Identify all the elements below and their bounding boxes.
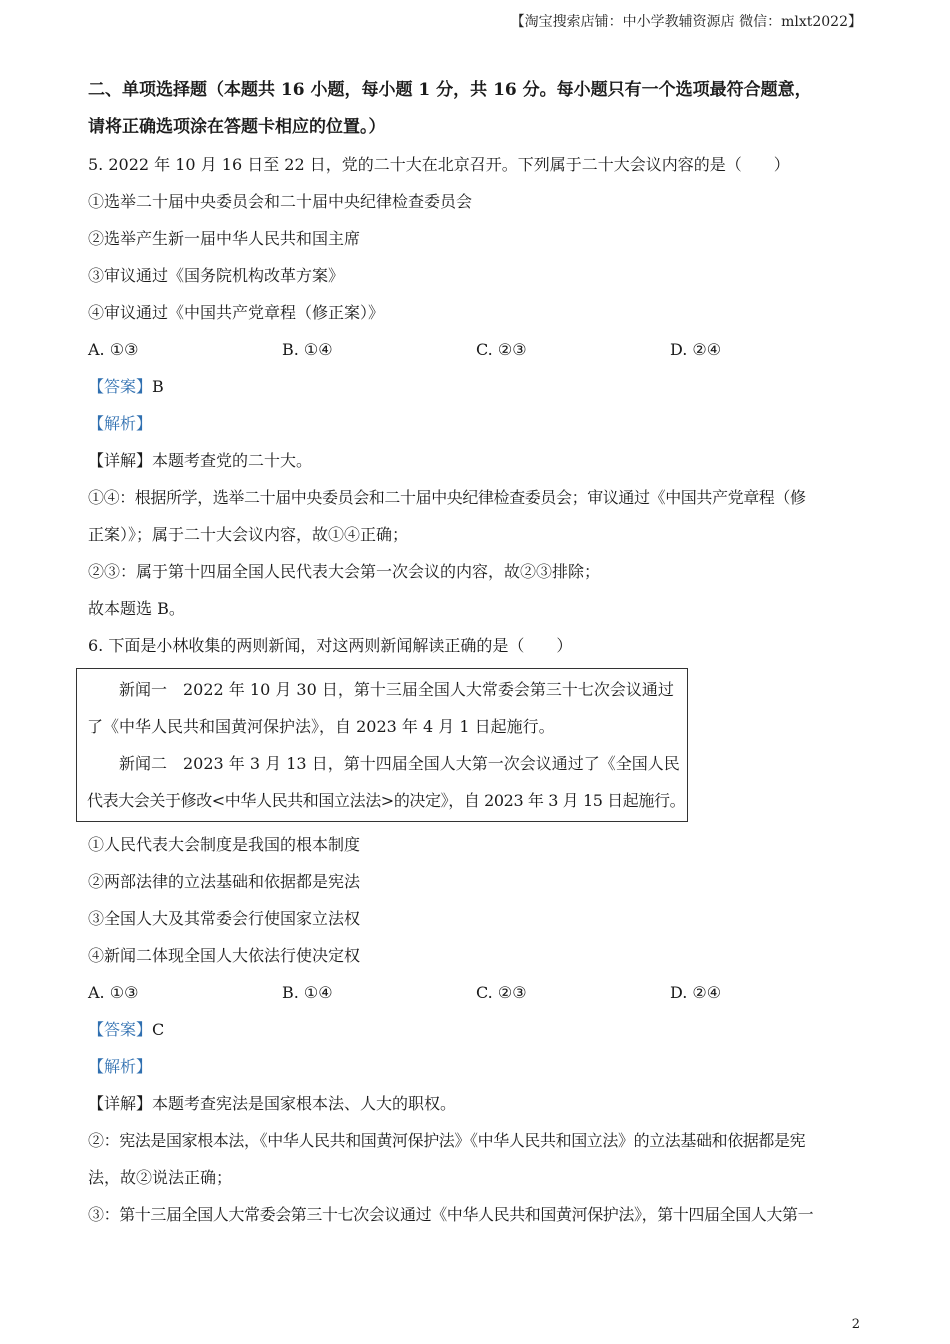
q6-answer bbox=[88, 1011, 868, 1048]
q5-answer-tag: 【答案】 bbox=[88, 377, 153, 396]
q5-answer bbox=[88, 368, 868, 405]
q6-detail-tag: 【详解】 bbox=[88, 1094, 153, 1113]
q5-detail-text: 本题考查党的二十大。 bbox=[152, 451, 313, 470]
q6-answer-value: C bbox=[152, 1020, 165, 1039]
q5-detail-tag: 【详解】 bbox=[88, 451, 153, 470]
content bbox=[88, 72, 868, 1233]
q5-explanation-2: ②③：属于第十四届全国人民代表大会第一次会议的内容，故②③排除； bbox=[88, 562, 601, 581]
news-box-line-1: 新闻一 2022 年 10 月 30 日，第十三届全国人大常委会第三十七次会议通过 bbox=[119, 680, 674, 699]
q5-option-c: C. ②③ bbox=[476, 340, 527, 359]
q6-news-box bbox=[76, 668, 688, 822]
section-title-line2: 请将正确选项涂在答题卡相应的位置。） bbox=[88, 117, 386, 137]
q5-statement-4: ④审议通过《中国共产党章程（修正案）》 bbox=[88, 303, 385, 322]
q6-explanation-2a: ③：第十三届全国人大常委会第三十七次会议通过《中华人民共和国黄河保护法》，第十四届全国人大第一 bbox=[88, 1205, 814, 1224]
q6-analysis-tag: 【解析】 bbox=[88, 1057, 153, 1076]
q6-options bbox=[88, 974, 868, 1011]
q6-stem: 6. 下面是小林收集的两则新闻，对这两则新闻解读正确的是（ ） bbox=[88, 636, 573, 655]
q5-explanation-1a: ①④：根据所学，选举二十届中央委员会和二十届中央纪律检查委员会；审议通过《中国共产党章程（修 bbox=[88, 488, 806, 507]
q6-statement-1: ①人民代表大会制度是我国的根本制度 bbox=[88, 835, 361, 854]
q5-analysis-tag: 【解析】 bbox=[88, 414, 153, 433]
q5-option-a: A. ①③ bbox=[88, 340, 139, 359]
q6-option-b: B. ①④ bbox=[282, 983, 333, 1002]
q6-statement-3: ③全国人大及其常委会行使国家立法权 bbox=[88, 909, 361, 928]
q6-option-d: D. ②④ bbox=[670, 983, 722, 1002]
q5-options bbox=[88, 331, 868, 368]
q6-statement-4: ④新闻二体现全国人大依法行使决定权 bbox=[88, 946, 361, 965]
q5-option-b: B. ①④ bbox=[282, 340, 333, 359]
page-number: 2 bbox=[851, 1317, 860, 1332]
q5-statement-3: ③审议通过《国务院机构改革方案》 bbox=[88, 266, 345, 285]
news-box-line-4: 代表大会关于修改<中华人民共和国立法法>的决定》，自 2023 年 3 月 15 日起施行。 bbox=[87, 791, 686, 810]
q5-statement-2: ②选举产生新一届中华人民共和国主席 bbox=[88, 229, 361, 248]
header-note: 【淘宝搜索店铺：中小学教辅资源店 微信：mlxt2022】 bbox=[510, 14, 862, 30]
q6-explanation-1b: 法，故②说法正确； bbox=[88, 1168, 233, 1187]
section-title-line1: 二、单项选择题（本题共 16 小题，每小题 1 分，共 16 分。每小题只有一个选项最符合题意， bbox=[88, 80, 812, 100]
q5-detail bbox=[88, 442, 868, 479]
q6-option-a: A. ①③ bbox=[88, 983, 139, 1002]
q5-conclusion: 故本题选 B。 bbox=[88, 599, 185, 618]
q6-detail-text: 本题考查宪法是国家根本法、人大的职权。 bbox=[152, 1094, 457, 1113]
q5-stem: 5. 2022 年 10 月 16 日至 22 日，党的二十大在北京召开。下列属于二十大会议内容的是（ ） bbox=[88, 155, 790, 174]
q6-explanation-1a: ②：宪法是国家根本法，《中华人民共和国黄河保护法》《中华人民共和国立法》的立法基础和依据都是宪 bbox=[88, 1131, 806, 1150]
news-box-line-3: 新闻二 2023 年 3 月 13 日，第十四届全国人大第一次会议通过了《全国人民 bbox=[119, 754, 680, 773]
q6-answer-tag: 【答案】 bbox=[88, 1020, 153, 1039]
q6-option-c: C. ②③ bbox=[476, 983, 527, 1002]
q5-answer-value: B bbox=[152, 377, 164, 396]
q5-option-d: D. ②④ bbox=[670, 340, 722, 359]
q6-detail bbox=[88, 1085, 868, 1122]
news-box-line-2: 了《中华人民共和国黄河保护法》，自 2023 年 4 月 1 日起施行。 bbox=[87, 717, 555, 736]
q5-statement-1: ①选举二十届中央委员会和二十届中央纪律检查委员会 bbox=[88, 192, 473, 211]
q5-explanation-1b: 正案）》；属于二十大会议内容，故①④正确； bbox=[88, 525, 409, 544]
q6-statement-2: ②两部法律的立法基础和依据都是宪法 bbox=[88, 872, 361, 891]
